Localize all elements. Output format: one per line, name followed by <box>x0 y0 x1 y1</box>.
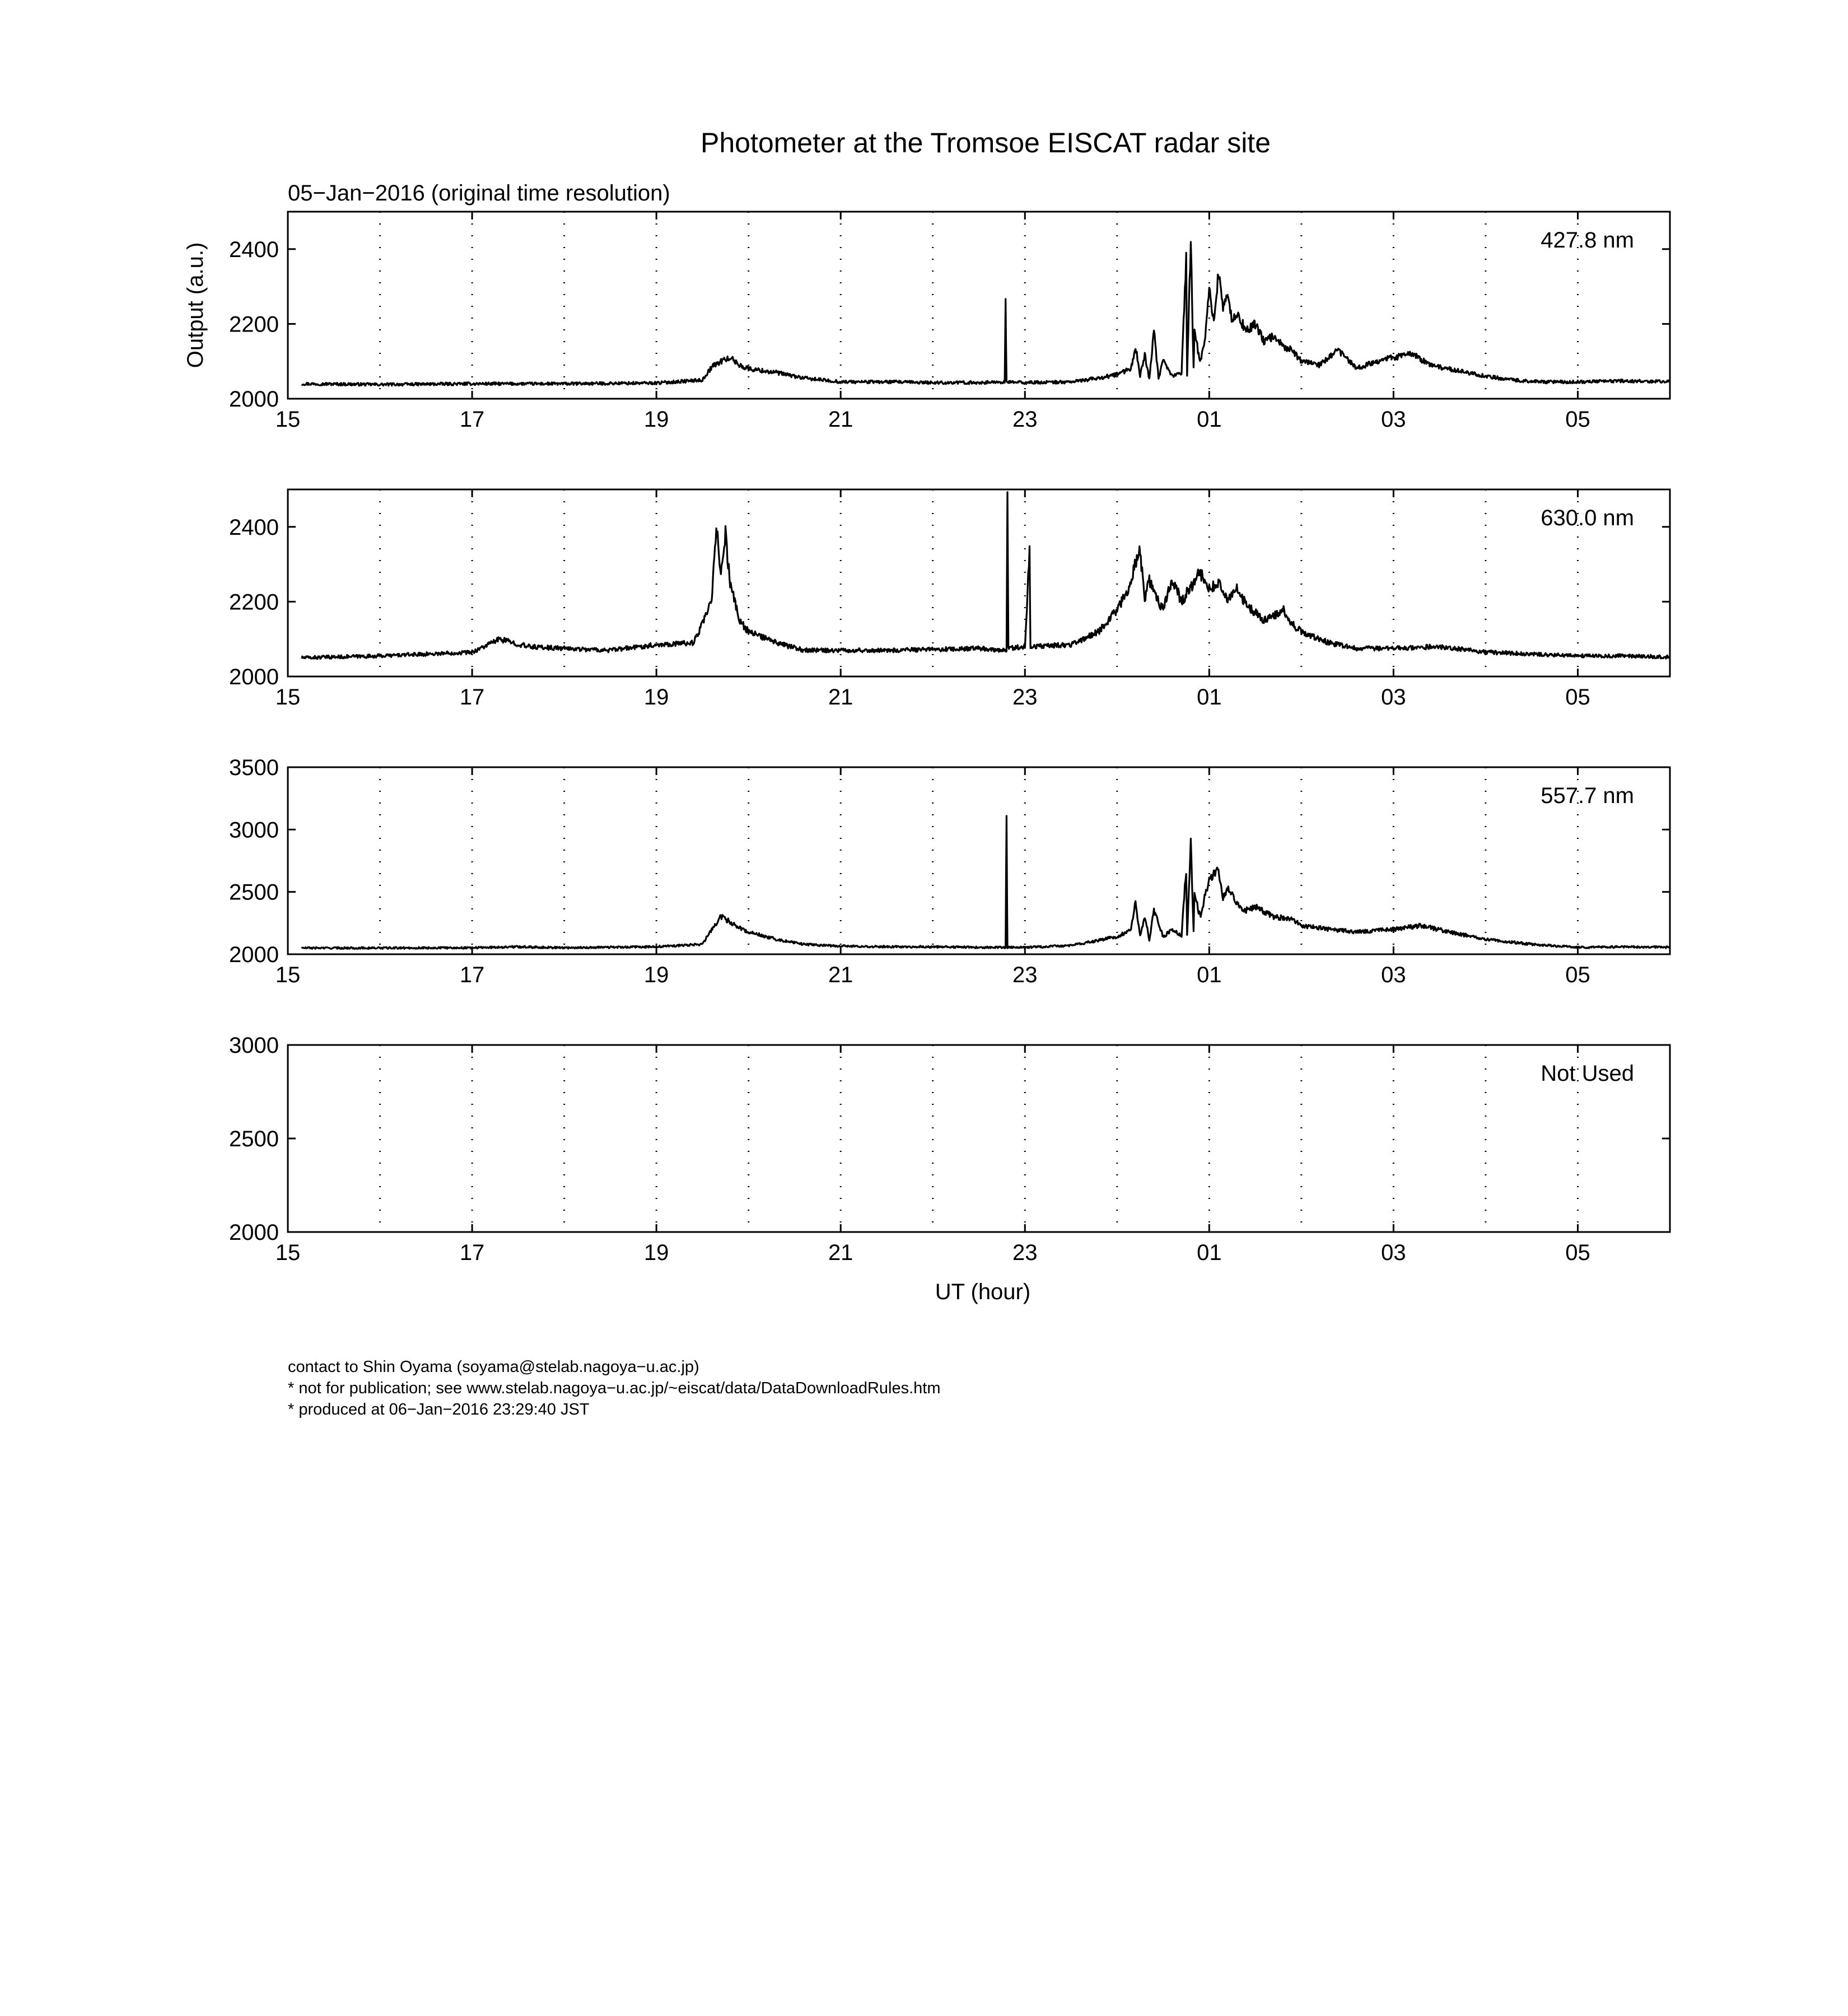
y-tick-label: 2000 <box>229 1220 279 1245</box>
x-tick-label: 17 <box>459 963 485 987</box>
footer-produced: * produced at 06−Jan−2016 23:29:40 JST <box>288 1401 590 1418</box>
x-tick-label: 05 <box>1565 685 1590 710</box>
footer-notes <box>288 1358 941 1418</box>
y-tick-label: 2000 <box>229 387 279 412</box>
x-tick-label: 19 <box>643 407 669 432</box>
x-tick-label: 23 <box>1012 1240 1038 1265</box>
y-tick-label: 2400 <box>229 515 279 540</box>
series-line <box>302 816 1670 949</box>
x-tick-label: 01 <box>1197 963 1222 987</box>
figure-subtitle: 05−Jan−2016 (original time resolution) <box>288 181 670 206</box>
x-tick-label: 15 <box>275 685 301 710</box>
x-tick-label: 23 <box>1012 407 1038 432</box>
x-tick-label: 21 <box>828 407 853 432</box>
x-tick-label: 15 <box>275 407 301 432</box>
y-tick-label: 3000 <box>229 818 279 843</box>
panel-3 <box>229 755 1670 987</box>
chart-panels <box>229 212 1670 1265</box>
y-tick-label: 2000 <box>229 665 279 689</box>
x-tick-label: 21 <box>828 1240 853 1265</box>
y-tick-label: 2400 <box>229 237 279 262</box>
panel-wavelength-label: 427.8 nm <box>1541 228 1634 253</box>
footer-contact: contact to Shin Oyama (soyama@stelab.nagoya−u.ac.jp) <box>288 1358 699 1376</box>
y-tick-label: 2500 <box>229 1127 279 1151</box>
panel-2 <box>229 489 1670 710</box>
x-tick-label: 05 <box>1565 407 1590 432</box>
x-tick-label: 17 <box>459 407 485 432</box>
x-tick-label: 01 <box>1197 1240 1222 1265</box>
x-tick-label: 19 <box>643 1240 669 1265</box>
figure-title: Photometer at the Tromsoe EISCAT radar site <box>700 127 1271 158</box>
y-tick-label: 3000 <box>229 1033 279 1058</box>
x-tick-label: 21 <box>828 963 853 987</box>
x-tick-label: 15 <box>275 1240 301 1265</box>
x-tick-label: 21 <box>828 685 853 710</box>
panel-wavelength-label: 630.0 nm <box>1541 506 1634 530</box>
x-tick-label: 19 <box>643 963 669 987</box>
x-tick-label: 03 <box>1381 407 1406 432</box>
footer-usage-note: * not for publication; see www.stelab.nagoya−u.ac.jp/~eiscat/data/DataDownloadRules.htm <box>288 1379 941 1397</box>
x-tick-label: 01 <box>1197 685 1222 710</box>
y-axis-label: Output (a.u.) <box>183 242 208 368</box>
x-tick-label: 05 <box>1565 1240 1590 1265</box>
y-tick-label: 2500 <box>229 880 279 905</box>
panel-1 <box>229 212 1670 432</box>
plot-frame <box>288 767 1670 954</box>
x-tick-label: 23 <box>1012 685 1038 710</box>
y-tick-label: 2200 <box>229 312 279 337</box>
x-tick-label: 17 <box>459 1240 485 1265</box>
x-tick-label: 17 <box>459 685 485 710</box>
x-tick-label: 05 <box>1565 963 1590 987</box>
panel-4 <box>229 1033 1670 1265</box>
x-tick-label: 03 <box>1381 685 1406 710</box>
x-axis-label: UT (hour) <box>935 1280 1031 1304</box>
y-tick-label: 3500 <box>229 755 279 780</box>
panel-wavelength-label: 557.7 nm <box>1541 783 1634 808</box>
plot-frame <box>288 1045 1670 1232</box>
x-tick-label: 03 <box>1381 1240 1406 1265</box>
x-tick-label: 19 <box>643 685 669 710</box>
series-line <box>302 242 1670 386</box>
x-tick-label: 01 <box>1197 407 1222 432</box>
y-tick-label: 2200 <box>229 590 279 615</box>
x-tick-label: 23 <box>1012 963 1038 987</box>
x-tick-label: 15 <box>275 963 301 987</box>
y-tick-label: 2000 <box>229 942 279 967</box>
series-line <box>302 492 1670 659</box>
x-tick-label: 03 <box>1381 963 1406 987</box>
panel-wavelength-label: Not Used <box>1541 1061 1634 1086</box>
